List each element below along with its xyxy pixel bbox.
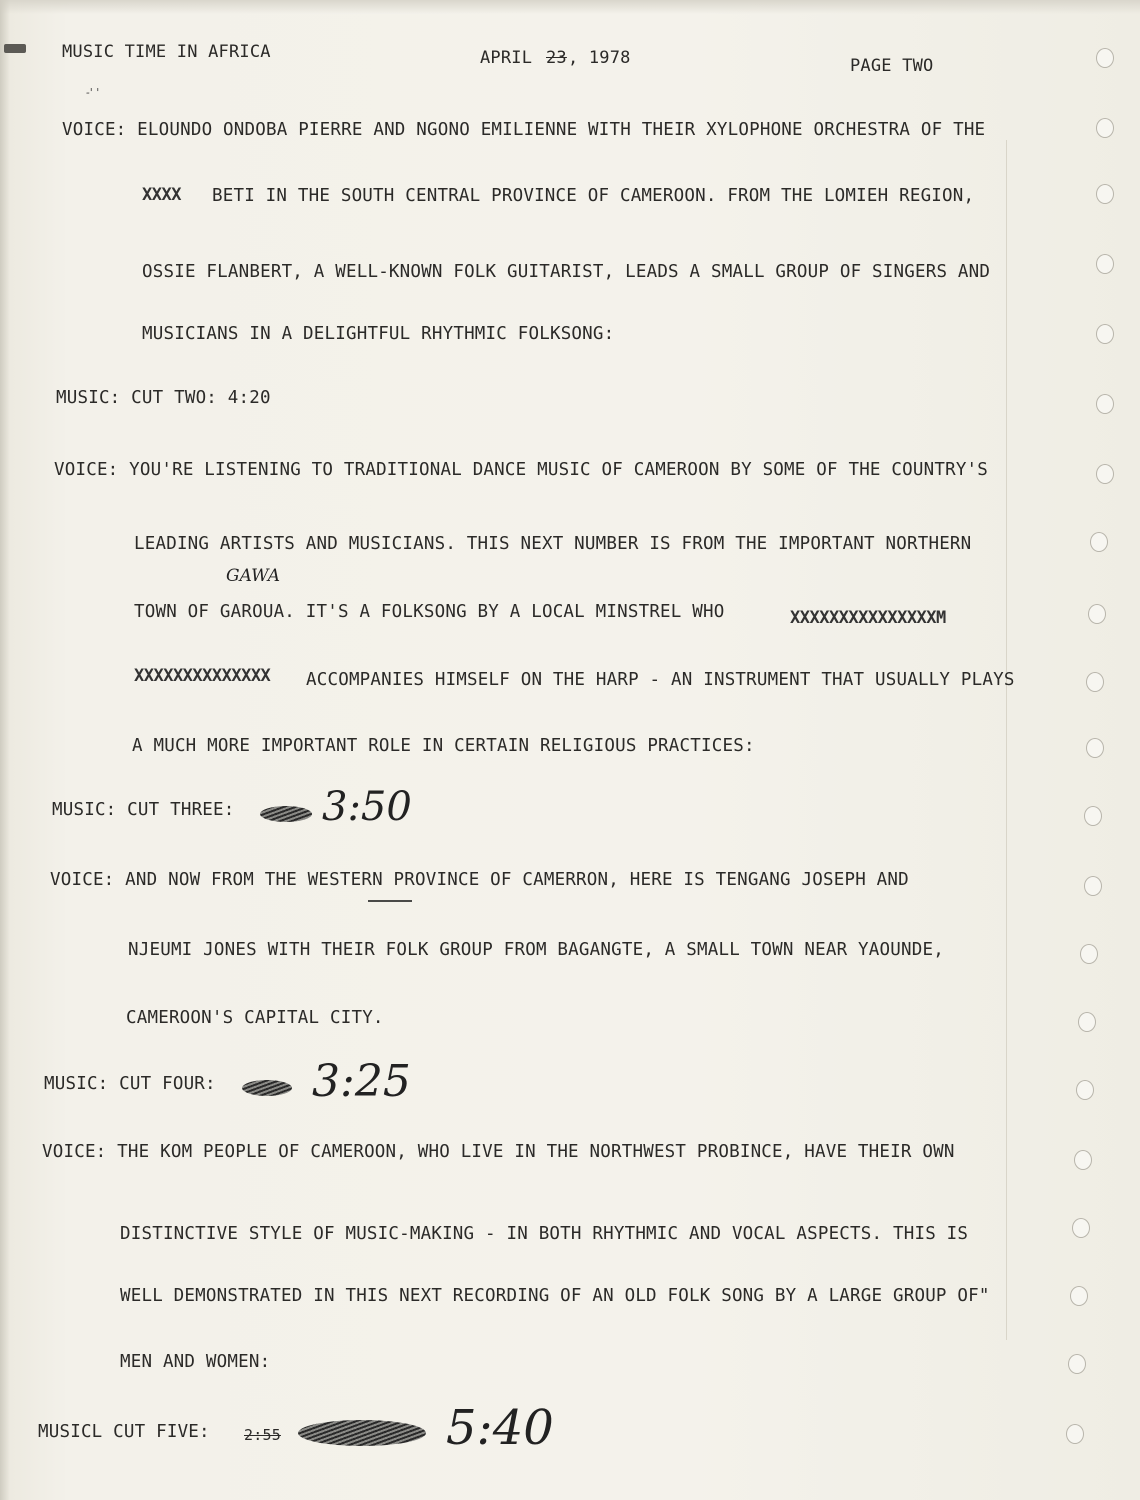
- punch-hole: [1080, 944, 1098, 964]
- punch-hole: [1072, 1218, 1090, 1238]
- punch-hole: [1068, 1354, 1086, 1374]
- struck-text: XXXXXXXXXXXXXXXM: [790, 608, 946, 628]
- punch-hole: [1086, 738, 1104, 758]
- punch-hole: [1066, 1424, 1084, 1444]
- punch-hole: [1084, 876, 1102, 896]
- script-line: NJEUMI JONES WITH THEIR FOLK GROUP FROM BAGANGTE, A SMALL TOWN NEAR YAOUNDE,: [128, 940, 944, 960]
- punch-hole: [1084, 806, 1102, 826]
- script-line: WELL DEMONSTRATED IN THIS NEXT RECORDING OF AN OLD FOLK SONG BY A LARGE GROUP OF": [120, 1286, 990, 1306]
- scribbled-out-time: [298, 1420, 426, 1446]
- punch-hole: [1086, 672, 1104, 692]
- punch-hole: [1074, 1150, 1092, 1170]
- page-number: PAGE TWO: [850, 56, 934, 76]
- program-title: MUSIC TIME IN AFRICA: [62, 42, 271, 62]
- handwritten-cut-five-time: 5:40: [446, 1400, 554, 1456]
- punch-hole: [1096, 118, 1114, 138]
- binder-clip-mark: [4, 44, 26, 53]
- handwritten-underline: [368, 900, 412, 902]
- music-cue: MUSIC: CUT TWO: 4:20: [56, 388, 271, 408]
- handwritten-cut-four-time: 3:25: [312, 1056, 411, 1107]
- music-cue: MUSICL CUT FIVE:: [38, 1422, 210, 1442]
- script-line: MUSICIANS IN A DELIGHTFUL RHYTHMIC FOLKSONG:: [142, 324, 615, 344]
- punch-hole: [1096, 464, 1114, 484]
- script-line: VOICE: YOU'RE LISTENING TO TRADITIONAL DANCE MUSIC OF CAMEROON BY SOME OF THE COUNTRY'S: [54, 460, 989, 480]
- script-line: VOICE: AND NOW FROM THE WESTERN PROVINCE OF CAMERRON, HERE IS TENGANG JOSEPH AND: [50, 870, 909, 890]
- music-cue: MUSIC: CUT THREE:: [52, 800, 235, 820]
- script-line: DISTINCTIVE STYLE OF MUSIC-MAKING - IN BOTH RHYTHMIC AND VOCAL ASPECTS. THIS IS: [120, 1224, 969, 1244]
- punch-hole: [1078, 1012, 1096, 1032]
- punch-hole: [1096, 184, 1114, 204]
- script-line: MEN AND WOMEN:: [120, 1352, 271, 1372]
- handwritten-note-gawa: GAWA: [226, 566, 281, 586]
- punch-hole: [1096, 254, 1114, 274]
- handwritten-cut-three-time: 3:50: [322, 784, 412, 830]
- date-struck-day: 23: [546, 48, 567, 68]
- punch-hole: [1090, 532, 1108, 552]
- scribbled-out-time: [242, 1080, 292, 1096]
- music-cue: MUSIC: CUT FOUR:: [44, 1074, 216, 1094]
- script-line: OSSIE FLANBERT, A WELL-KNOWN FOLK GUITARIST, LEADS A SMALL GROUP OF SINGERS AND: [142, 262, 991, 282]
- margin-rule: [1006, 140, 1007, 1340]
- script-line: BETI IN THE SOUTH CENTRAL PROVINCE OF CAMEROON. FROM THE LOMIEH REGION,: [212, 186, 975, 206]
- struck-text: XXXX: [142, 185, 181, 205]
- script-line: CAMEROON'S CAPITAL CITY.: [126, 1008, 384, 1028]
- punch-hole: [1088, 604, 1106, 624]
- paper-left-edge: [0, 0, 10, 1500]
- paper-top-edge: [0, 0, 1140, 14]
- date-suffix: , 1978: [568, 48, 631, 68]
- script-line: TOWN OF GAROUA. IT'S A FOLKSONG BY A LOCAL MINSTREL WHO: [134, 602, 725, 622]
- script-line: VOICE: ELOUNDO ONDOBA PIERRE AND NGONO EMILIENNE WITH THEIR XYLOPHONE ORCHESTRA OF THE: [62, 120, 986, 140]
- script-line: VOICE: THE KOM PEOPLE OF CAMEROON, WHO LIVE IN THE NORTHWEST PROBINCE, HAVE THEIR OWN: [42, 1142, 955, 1162]
- punch-hole: [1096, 324, 1114, 344]
- script-line: LEADING ARTISTS AND MUSICIANS. THIS NEXT NUMBER IS FROM THE IMPORTANT NORTHERN: [134, 534, 972, 554]
- struck-old-time: 2:55: [244, 1426, 281, 1444]
- punch-hole: [1096, 394, 1114, 414]
- handwritten-tick-mark: -' ': [86, 86, 100, 99]
- punch-hole: [1070, 1286, 1088, 1306]
- date-prefix: APRIL: [480, 48, 533, 68]
- struck-text: XXXXXXXXXXXXXX: [134, 666, 271, 686]
- script-line: ACCOMPANIES HIMSELF ON THE HARP - AN INSTRUMENT THAT USUALLY PLAYS: [306, 670, 1015, 690]
- punch-hole: [1096, 48, 1114, 68]
- scribbled-out-time: [260, 806, 312, 822]
- script-line: A MUCH MORE IMPORTANT ROLE IN CERTAIN RELIGIOUS PRACTICES:: [132, 736, 755, 756]
- punch-hole: [1076, 1080, 1094, 1100]
